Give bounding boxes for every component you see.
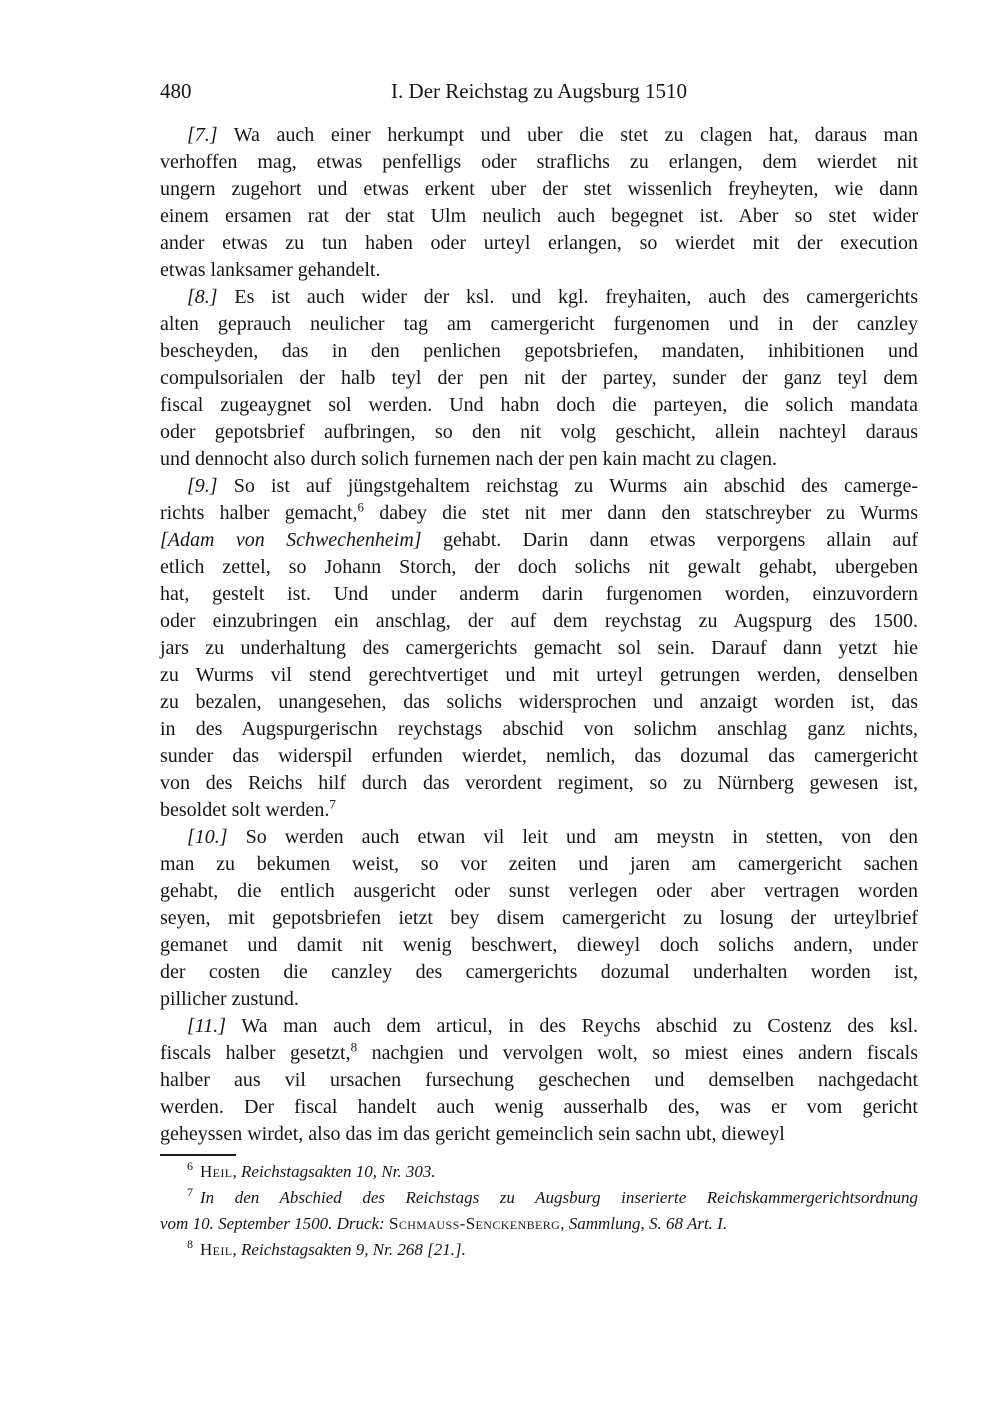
footnote-number: 7 xyxy=(187,1185,193,1200)
text-segment: richts halber gemacht, xyxy=(160,502,358,524)
paragraph-9 xyxy=(160,473,918,824)
text-line: einem ersamen rat der stat Ulm neulich auch begegnet ist. Aber so stet wider xyxy=(160,205,918,227)
text-line: gehabt, die entlich ausgericht oder sunst verlegen oder aber vertragen worden xyxy=(160,880,918,902)
page-number: 480 xyxy=(160,79,192,103)
paragraph-marker: [9.] xyxy=(187,475,218,497)
footnotes xyxy=(160,1159,918,1263)
text-line xyxy=(160,1013,918,1040)
text-line: halber aus vil ursachen fursechung geschechen und demselben nachgedacht xyxy=(160,1069,918,1091)
text-line: jars zu underhaltung des camergerichts gemacht sol sein. Darauf dann yetzt hie xyxy=(160,637,918,659)
text-line xyxy=(160,500,918,527)
text-line: etlich zettel, so Johann Storch, der doch solichs nit gewalt gehabt, ubergeben xyxy=(160,556,918,578)
footnote-separator xyxy=(160,1154,236,1156)
text-block xyxy=(160,78,918,1263)
footnote-editor-name: Schmauss-Senckenberg xyxy=(388,1214,561,1233)
paragraph-marker: [7.] xyxy=(187,124,218,146)
text-line xyxy=(160,824,918,851)
editorial-name: [Adam von Schwechenheim] xyxy=(160,529,422,551)
text-line xyxy=(160,1040,918,1067)
text-line xyxy=(160,284,918,311)
text-line: von des Reichs hilf durch das verordent regiment, so zu Nürnberg gewesen ist, xyxy=(160,772,918,794)
text-line: pillicher zustund. xyxy=(160,988,299,1010)
text-line: werden. Der fiscal handelt auch wenig ausserhalb des, was er vom gericht xyxy=(160,1096,918,1118)
footnote-citation: vom 10. September 1500. Druck: xyxy=(160,1214,389,1233)
text-segment: fiscals halber gesetzt, xyxy=(160,1042,351,1064)
footnote-citation: , Sammlung, S. 68 Art. I. xyxy=(560,1214,728,1233)
footnote-7-line-2 xyxy=(160,1211,918,1237)
footnote-citation: In den Abschied des Reichstags zu Augsburg inserierte Reichskammergerichtsordnung xyxy=(200,1188,918,1207)
text-line: geheyssen wirdet, also das im das gericht gemeinclich sein sachn ubt, dieweyl xyxy=(160,1123,785,1145)
text-segment: nachgien und vervolgen wolt, so miest eines andern fiscals xyxy=(357,1042,918,1064)
text-line xyxy=(160,797,918,824)
text-segment: So ist auf jüngstgehaltem reichstag zu Wurms ain abschid des camerge- xyxy=(217,475,918,497)
text-line xyxy=(160,527,918,554)
text-segment: Wa auch einer herkumpt und uber die stet zu clagen hat, daraus man xyxy=(217,124,918,146)
paragraph-marker: [8.] xyxy=(187,286,218,308)
text-segment: dabey die stet nit mer dann den statschreyber zu Wurms xyxy=(364,502,918,524)
text-line: in des Augspurgerischn reychstags abschid von solichm anschlag ganz nichts, xyxy=(160,718,918,740)
text-line: zu Wurms vil stend gerechtvertiget und mit urteyl getrungen werden, denselben xyxy=(160,664,918,686)
main-text xyxy=(160,122,918,1148)
text-line: alten geprauch neulicher tag am camergericht furgenomen und in der canzley xyxy=(160,313,918,335)
text-line: oder einzubringen ein anschlag, der auf dem reychstag zu Augspurg des 1500. xyxy=(160,610,918,632)
text-line: der costen die canzley des camergerichts dozumal underhalten worden ist, xyxy=(160,961,918,983)
text-line: sunder das widerspil erfunden wierdet, nemlich, das dozumal das camergericht xyxy=(160,745,918,767)
footnote-author: Heil xyxy=(200,1162,233,1181)
footnote-ref-7: 7 xyxy=(329,796,336,812)
text-segment: gehabt. Darin dann etwas verporgens allain auf xyxy=(421,529,919,551)
footnote-ref-6: 6 xyxy=(357,499,365,515)
paragraph-8 xyxy=(160,284,918,473)
text-line: etwas lanksamer gehandelt. xyxy=(160,259,381,281)
text-line xyxy=(160,122,918,149)
footnote-8 xyxy=(160,1237,918,1263)
text-line: fiscal zugeaygnet sol werden. Und habn doch die parteyen, die solich mandata xyxy=(160,394,918,416)
text-line: oder gepotsbrief aufbringen, so den nit volg geschicht, allein nachteyl daraus xyxy=(160,421,918,443)
text-segment: Es ist auch wider der ksl. und kgl. freyhaiten, auch des camergerichts xyxy=(217,286,918,308)
footnote-number: 8 xyxy=(187,1237,193,1252)
text-line: bescheyden, das in den penlichen gepotsbriefen, mandaten, inhibitionen und xyxy=(160,340,918,362)
page-header xyxy=(160,78,918,105)
text-line: gemanet und damit nit wenig beschwert, dieweyl doch solichs andern, under xyxy=(160,934,918,956)
text-segment: Wa man auch dem articul, in des Reychs abschid zu Costenz des ksl. xyxy=(226,1015,918,1037)
text-line: man zu bekumen weist, so vor zeiten und jaren am camergericht sachen xyxy=(160,853,918,875)
footnote-citation: , Reichstagsakten 10, Nr. 303. xyxy=(232,1162,436,1181)
footnote-author: Heil xyxy=(200,1240,233,1259)
paragraph-10 xyxy=(160,824,918,1013)
paragraph-marker: [10.] xyxy=(187,826,228,848)
footnote-number: 6 xyxy=(187,1159,193,1174)
text-line xyxy=(160,473,918,500)
text-line: ungern zugehort und etwas erkent uber der stet wissenlich freyheyten, wie dann xyxy=(160,178,918,200)
text-line: hat, gestelt ist. Und under anderm darin furgenomen worden, einzuvordern xyxy=(160,583,918,605)
footnote-citation: , Reichstagsakten 9, Nr. 268 [21.]. xyxy=(232,1240,466,1259)
paragraph-7 xyxy=(160,122,918,284)
running-header-title: I. Der Reichstag zu Augsburg 1510 xyxy=(391,79,687,103)
text-segment: So werden auch etwan vil leit und am meystn in stetten, von den xyxy=(227,826,918,848)
text-line: und dennocht also durch solich furnemen nach der pen kain macht zu clagen. xyxy=(160,448,778,470)
text-line: compulsorialen der halb teyl der pen nit der partey, sunder der ganz teyl dem xyxy=(160,367,918,389)
text-line: zu bezalen, unangesehen, das solichs widersprochen und anzaigt worden ist, das xyxy=(160,691,918,713)
text-line: verhoffen mag, etwas penfelligs oder straflichs zu erlangen, dem wierdet nit xyxy=(160,151,918,173)
paragraph-11 xyxy=(160,1013,918,1148)
footnote-7-line-1 xyxy=(160,1185,918,1211)
text-line: ander etwas zu tun haben oder urteyl erlangen, so wierdet mit der execution xyxy=(160,232,918,254)
text-line: seyen, mit gepotsbriefen ietzt bey disem camergericht zu losung der urteylbrief xyxy=(160,907,918,929)
footnote-ref-8: 8 xyxy=(350,1039,358,1055)
footnote-6 xyxy=(160,1159,918,1185)
text-segment: besoldet solt werden. xyxy=(160,799,330,821)
paragraph-marker: [11.] xyxy=(187,1015,227,1037)
